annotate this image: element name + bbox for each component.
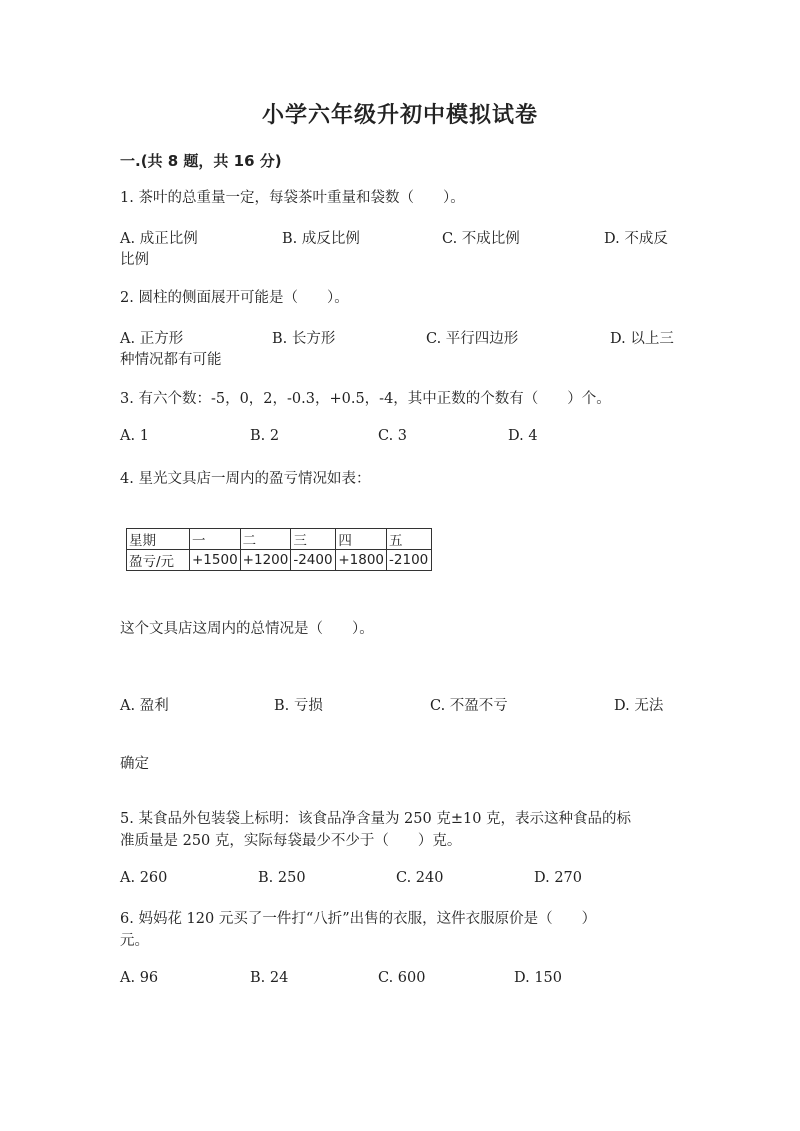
question-5-line-1: 5. 某食品外包装袋上标明：该食品净含量为 250 克±10 克，表示这种食品的标 bbox=[120, 811, 632, 827]
option-d-wrap: 确定 bbox=[120, 756, 149, 772]
table-cell: -2100 bbox=[387, 550, 432, 571]
table-cell: 四 bbox=[336, 529, 387, 550]
question-6-line-2: 元。 bbox=[120, 933, 149, 949]
table-cell: 三 bbox=[291, 529, 336, 550]
table-cell: 二 bbox=[240, 529, 291, 550]
table-cell: 盈亏/元 bbox=[127, 550, 190, 571]
table-cell: +1800 bbox=[336, 550, 387, 571]
table-row bbox=[127, 529, 432, 550]
table-cell: 五 bbox=[387, 529, 432, 550]
option-c: C. 3 bbox=[378, 428, 408, 444]
option-d: D. 4 bbox=[508, 428, 538, 444]
option-a: A. 正方形 bbox=[120, 331, 184, 347]
table-cell: +1500 bbox=[190, 550, 241, 571]
option-b: B. 亏损 bbox=[274, 698, 323, 714]
option-b: B. 24 bbox=[250, 970, 289, 986]
question-6-options bbox=[120, 970, 680, 992]
question-3-options bbox=[120, 428, 680, 450]
table-cell: -2400 bbox=[291, 550, 336, 571]
question-2-options bbox=[120, 327, 680, 349]
question-4-options bbox=[120, 694, 680, 716]
option-b: B. 250 bbox=[258, 870, 306, 886]
option-c: C. 平行四边形 bbox=[426, 331, 519, 347]
question-2: 2. 圆柱的侧面展开可能是（ ）。 bbox=[120, 290, 349, 306]
option-c: C. 不盈不亏 bbox=[430, 698, 508, 714]
option-a: A. 1 bbox=[120, 428, 149, 444]
option-c: C. 240 bbox=[396, 870, 444, 886]
option-d: D. 以上三 bbox=[610, 331, 674, 347]
option-d-wrap: 比例 bbox=[120, 252, 149, 268]
question-4: 4. 星光文具店一周内的盈亏情况如表： bbox=[120, 471, 371, 487]
question-5-line-2: 准质量是 250 克，实际每袋最少不少于（ ）克。 bbox=[120, 833, 462, 849]
question-1: 1. 茶叶的总重量一定，每袋茶叶重量和袋数（ ）。 bbox=[120, 190, 465, 206]
question-1-options bbox=[120, 227, 680, 249]
option-a: A. 96 bbox=[120, 970, 159, 986]
question-5-options bbox=[120, 870, 680, 892]
option-c: C. 不成比例 bbox=[442, 231, 520, 247]
table-cell: +1200 bbox=[240, 550, 291, 571]
page-title: 小学六年级升初中模拟试卷 bbox=[261, 103, 538, 128]
option-d-wrap: 种情况都有可能 bbox=[120, 352, 222, 368]
option-c: C. 600 bbox=[378, 970, 426, 986]
section-heading: 一.(共 8 题，共 16 分) bbox=[120, 152, 282, 170]
option-a: A. 盈利 bbox=[120, 698, 169, 714]
question-4-prompt: 这个文具店这周内的总情况是（ ）。 bbox=[120, 621, 374, 637]
question-6-line-1: 6. 妈妈花 120 元买了一件打“八折”出售的衣服，这件衣服原价是（ ） bbox=[120, 911, 597, 927]
option-b: B. 长方形 bbox=[272, 331, 336, 347]
table-cell: 星期 bbox=[127, 529, 190, 550]
option-a: A. 260 bbox=[120, 870, 168, 886]
option-d: D. 270 bbox=[534, 870, 583, 886]
table-row bbox=[127, 550, 432, 571]
option-b: B. 成反比例 bbox=[282, 231, 360, 247]
profit-loss-table bbox=[126, 528, 432, 571]
option-b: B. 2 bbox=[250, 428, 280, 444]
option-d: D. 不成反 bbox=[604, 231, 668, 247]
option-d: D. 无法 bbox=[614, 698, 664, 714]
option-a: A. 成正比例 bbox=[120, 231, 198, 247]
option-d: D. 150 bbox=[514, 970, 563, 986]
question-3: 3. 有六个数：-5，0，2，-0.3，+0.5，-4，其中正数的个数有（ ）个。 bbox=[120, 391, 611, 407]
table-cell: 一 bbox=[190, 529, 241, 550]
